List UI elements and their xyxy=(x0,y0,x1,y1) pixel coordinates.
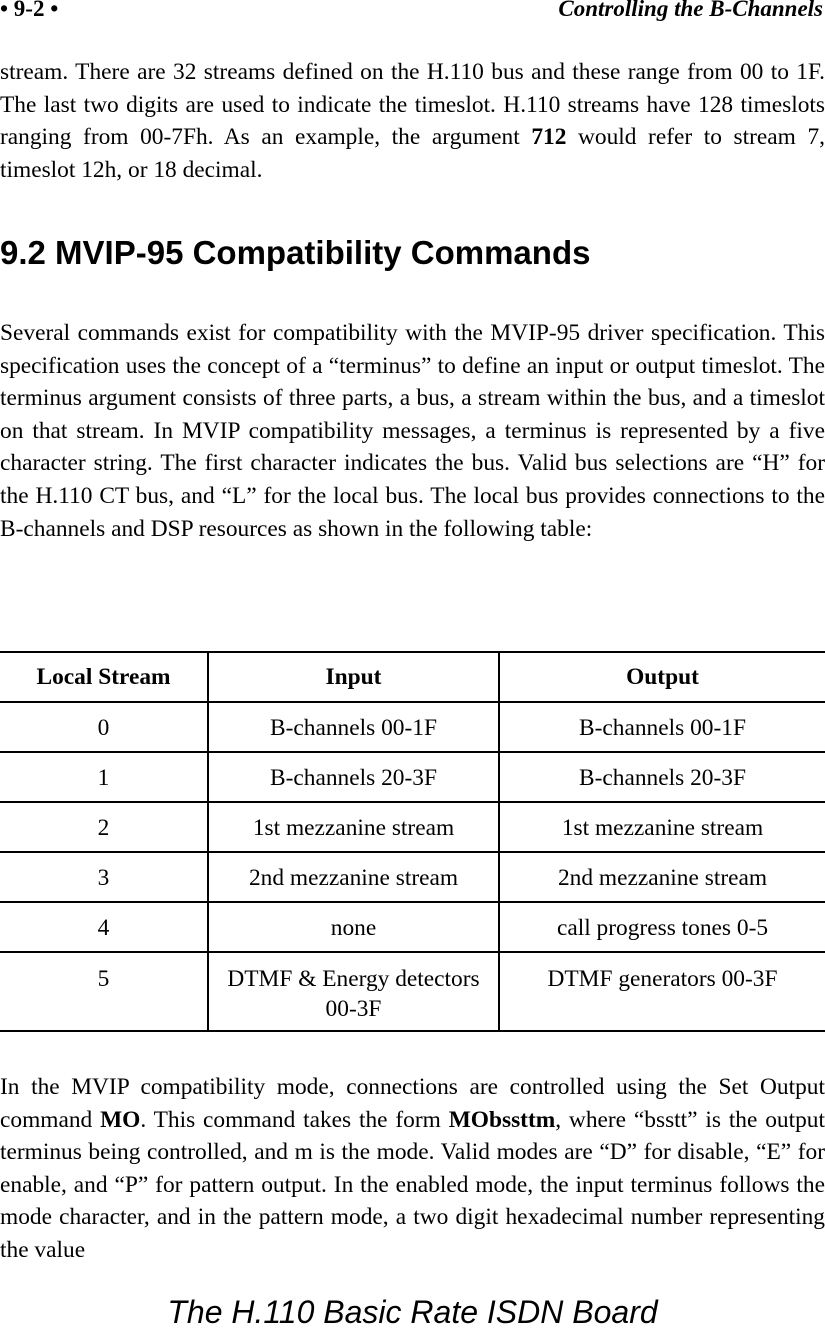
section-heading: 9.2 MVIP-95 Compatibility Commands xyxy=(0,234,591,271)
mo-command-form: MObssttm xyxy=(448,1106,556,1133)
table-row xyxy=(0,952,825,1031)
table-row xyxy=(0,902,825,952)
page-number: • 9-2 • xyxy=(0,0,59,21)
table-cell: 4 xyxy=(0,902,208,952)
table-cell: 1st mezzanine stream xyxy=(208,802,499,852)
table-header-cell: Input xyxy=(208,652,499,702)
table-cell: 0 xyxy=(0,702,208,752)
table-header-cell: Output xyxy=(499,652,825,702)
mo-text-1: In the MVIP compatibility mode, connections are controlled using the Set Output command xyxy=(0,1074,825,1133)
table-cell: 2nd mezzanine stream xyxy=(499,852,825,902)
intro-text: stream. There are 32 streams defined on the H.110 bus and these range from 00 to 1F. The last two digits are used to indicate the timeslot. H.110 streams have 128 timeslots ranging from 00-7Fh. As an example, the argument xyxy=(0,59,825,151)
table-cell: 2 xyxy=(0,802,208,852)
terminus-paragraph: Several commands exist for compatibility with the MVIP-95 driver specification. This specification uses the concept of a “terminus” to define an input or output timeslot. The terminus argument consists of three parts, a bus, a stream within the bus, and a timeslot on that stream. In MVIP compatibility messages, a terminus is represented by a five character string. The first character indicates the bus. Valid bus selections are “H” for the H.110 CT bus, and “L” for the local bus. The local bus provides connections to the B-channels and DSP resources as shown in the following table: xyxy=(0,320,825,542)
table-cell: 5 xyxy=(0,952,208,1031)
table-header-row xyxy=(0,652,825,702)
table-row xyxy=(0,752,825,802)
intro-argument: 712 xyxy=(531,124,567,151)
table-row xyxy=(0,852,825,902)
table-cell: B-channels 20-3F xyxy=(499,752,825,802)
mo-command: MO xyxy=(100,1106,141,1133)
table-cell: B-channels 20-3F xyxy=(208,752,499,802)
table-cell: B-channels 00-1F xyxy=(208,702,499,752)
mo-text-2: . This command takes the form xyxy=(140,1106,449,1133)
table-header-cell: Local Stream xyxy=(0,652,208,702)
intro-tail: would refer to stream 7, timeslot 12h, or 18 decimal. xyxy=(0,124,825,183)
table-cell: 3 xyxy=(0,852,208,902)
mo-command-paragraph xyxy=(0,1071,825,1267)
intro-paragraph xyxy=(0,56,825,186)
table-row xyxy=(0,702,825,752)
table-cell: DTMF & Energy detectors 00-3F xyxy=(208,952,499,1031)
chapter-title: Controlling the B-Channels xyxy=(558,0,823,21)
table-cell: none xyxy=(208,902,499,952)
table-cell: call progress tones 0-5 xyxy=(499,902,825,952)
table-cell: 1 xyxy=(0,752,208,802)
table-cell: DTMF generators 00-3F xyxy=(499,952,825,1031)
table-cell: 1st mezzanine stream xyxy=(499,802,825,852)
table-row xyxy=(0,802,825,852)
footer-title: The H.110 Basic Rate ISDN Board xyxy=(167,1294,658,1330)
local-stream-table xyxy=(0,651,825,1032)
mo-text-3: , where “bsstt” is the output terminus being controlled, and m is the mode. Valid modes are “D” for disable, “E” for enable, and “P” for pattern output. In the enabled mode, the input terminus follows the mode character, and in the pattern mode, a two digit hexadecimal number representing the value xyxy=(0,1106,825,1263)
table-cell: B-channels 00-1F xyxy=(499,702,825,752)
table-cell: 2nd mezzanine stream xyxy=(208,852,499,902)
